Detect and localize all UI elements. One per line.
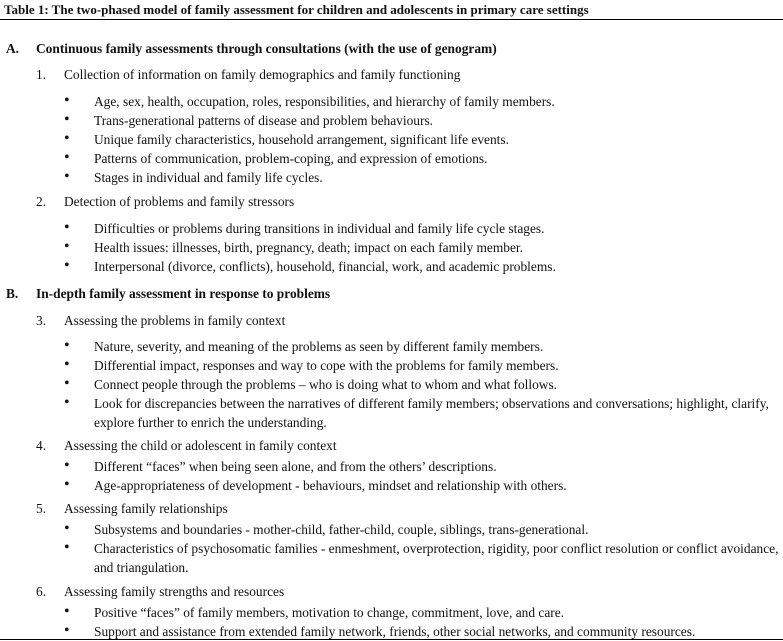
bullet-icon: •	[64, 238, 70, 255]
item-number: 4.	[36, 438, 47, 453]
bullet-icon: •	[64, 539, 70, 556]
bullet-icon: •	[64, 457, 70, 474]
item-title: Assessing family strengths and resources	[64, 584, 285, 599]
bullet-icon: •	[64, 356, 70, 373]
table-title: Table 1: The two-phased model of family assessment for children and adolescents in primary care settings	[4, 2, 589, 17]
item-number: 2.	[36, 194, 47, 209]
item-number: 5.	[36, 501, 47, 516]
item-title: Assessing the child or adolescent in family context	[64, 438, 337, 453]
bullet-icon: •	[64, 149, 70, 166]
bullet-icon: •	[64, 111, 70, 128]
bullet-icon: •	[64, 622, 70, 639]
bullet-icon: •	[64, 375, 70, 392]
bullet-icon: •	[64, 603, 70, 620]
bottom-rule	[0, 639, 783, 640]
item-title: Detection of problems and family stressors	[64, 194, 295, 209]
section-title: In-depth family assessment in response to problems	[36, 286, 331, 301]
section-title: Continuous family assessments through consultations (with the use of genogram)	[36, 41, 497, 56]
item-number: 6.	[36, 584, 47, 599]
item-title: Collection of information on family demographics and family functioning	[64, 67, 461, 82]
bullet-icon: •	[64, 337, 70, 354]
top-rule	[0, 19, 783, 20]
bullet-icon: •	[64, 130, 70, 147]
bullet-icon: •	[64, 168, 70, 185]
section-label: A.	[6, 41, 20, 56]
bullet-icon: •	[64, 219, 70, 236]
table-page: Table 1: The two-phased model of family assessment for children and adolescents in primary care settings A. Continuous family assessments through consultations (with the use of genogram) 1. Collection of information on family demographics and family functioning • Age, sex, health, occupation, roles, responsibilities, and hierarchy of family members. • Trans-generational patterns of disease and problem behaviours. • Unique family characteristics, household arrangement, significant life events. • Patterns of communication, problem-coping, and expression of emotions. • Stages in individual and family life cycles. 2. Detection of problems and family stressors • Difficulties or problems during transitions in individual and family life cycle stages. • Health issues: illnesses, birth, pregnancy, death; impact on each family member. • Interpersonal (divorce, conflicts), household, financial, work, and academic problems. B. In-depth family assessment in response to problems 3. Assessing the problems in family context • Nature, severity, and meaning of the problems as seen by different family members. • Differential impact, responses and way to cope with the problems for family members. • Connect people through the problems – who is doing what to whom and what follows. • Look for discrepancies between the narratives of different family members; observations and conversations; highlight, clarify, explore further to enrich the understanding. 4. Assessing the child or adolescent in family context • Different “faces” when being seen alone, and from the others’ descriptions. • Age-appropriateness of development - behaviours, mindset and relationship with others. 5. Assessing family relationships • Subsystems and boundaries - mother-child, father-child, couple, siblings, trans-generational. • Characteristics of psychosomatic families - enmeshment, overprotection, rigidity, poor conflict resolution or conflict avoidance, and triangulation. 6. Assessing family strengths and resources • Positive “faces” of family members, motivation to change, commitment, love, and care. • Support and assistance from extended family network, friends, other social networks, and community resources.	[0, 0, 783, 641]
bullet-icon: •	[64, 394, 70, 411]
bullet-icon: •	[64, 257, 70, 274]
item-title: Assessing the problems in family context	[64, 313, 286, 328]
bullet-icon: •	[64, 92, 70, 109]
item-number: 3.	[36, 313, 47, 328]
item-number: 1.	[36, 67, 47, 82]
bullet-icon: •	[64, 476, 70, 493]
section-label: B.	[6, 286, 19, 301]
item-title: Assessing family relationships	[64, 501, 228, 516]
bullet-icon: •	[64, 520, 70, 537]
